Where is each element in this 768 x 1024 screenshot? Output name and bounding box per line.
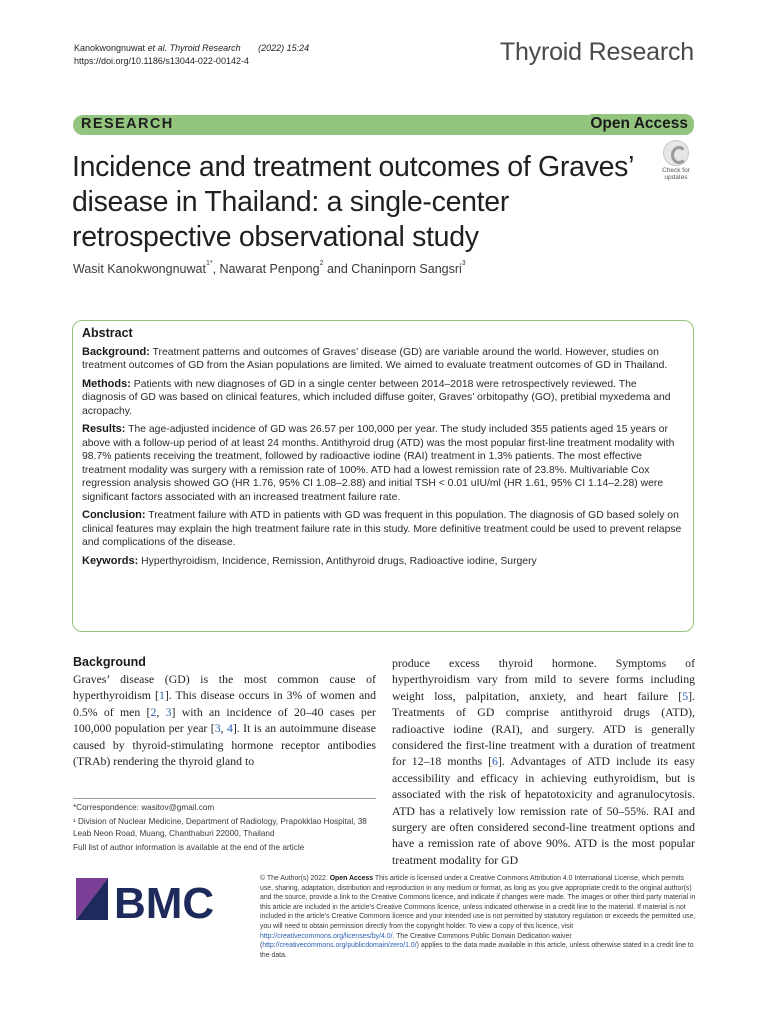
author-name[interactable]: and Chaninporn Sangsri: [323, 262, 462, 276]
author-affiliation-mark: 2: [319, 260, 324, 267]
affiliation-note: ¹ Division of Nuclear Medicine, Department of Radiology, Prapokklao Hospital, 38 Leab Neon Road, Muang, Chanthaburi 22000, Thailand: [73, 817, 367, 838]
abstract-heading: Abstract: [82, 326, 133, 340]
author-affiliation-mark: 3: [461, 260, 466, 267]
license-span: ) applies to the data made available in this article, unless otherwise stated in a credit line to the data.: [260, 942, 694, 959]
abstract-methods: [82, 378, 682, 419]
citation-ref[interactable]: 3: [214, 721, 221, 736]
check-updates-icon: [663, 140, 689, 166]
body-text-span: ]. Treatments of GD comprise antithyroid drugs (ATD), radioactive iodine (RAI), and surgery. ATD is generally considered the first-line treatment with a duration of treatment for 12–18 months [: [392, 688, 695, 769]
footnotes: [73, 798, 376, 856]
citation-ref[interactable]: 5: [682, 688, 689, 703]
body-paragraph: [392, 655, 695, 868]
abstract-results-text: The age-adjusted incidence of GD was 26.57 per 100,000 per year. The study included 355 patients aged 15 years or above with a follow-up period of at least 24 months. Antithyroid drug (ATD) was the most popular first-line treatment modality with 98.7% patients receiving the treatment, followed by radioactive iodine (RAI) treatment in 1.3% patients. The most effective treatment modality was surgery with a remission rate of 100%. ATD had a lowest remission rate of 23.8%. Multivariable Cox regression analysis showed GO (HR 1.76, 95% CI 1.08–2.88) and initial TSH < 0.01 uIU/ml (HR 1.61, 95% CI 1.14–2.28) were significant factors associated with an increased treatment failure rate.: [82, 424, 675, 503]
body-text-span: ,: [156, 704, 166, 719]
body-text-span: ]. This disease occurs in 3% of women and 0.5% of men [: [73, 688, 377, 719]
abstract-content: [82, 327, 682, 573]
check-updates-label: Check for updates: [662, 167, 690, 181]
abstract-keywords-label: Keywords:: [82, 554, 139, 567]
author-name[interactable]: Wasit Kanokwongnuwat: [73, 262, 206, 276]
check-for-updates-button[interactable]: [655, 140, 697, 182]
body-column-left: [73, 655, 376, 769]
author-name[interactable]: , Nawarat Penpong: [212, 262, 320, 276]
abstract-keywords-text: Hyperthyroidism, Incidence, Remission, Antithyroid drugs, Radioactive iodine, Surgery: [138, 555, 537, 567]
abstract-background: [82, 346, 682, 373]
abstract-methods-text: Patients with new diagnoses of GD in a single center between 2014–2018 were retrospectively reviewed. The diagnosis of GD was based on clinical features, which included diffuse goiter, Graves’ orbitopathy (GO), pretibial myxedema and acropachy.: [82, 378, 671, 417]
author-info-note: Full list of author information is available at the end of the article: [73, 842, 305, 852]
section-label: RESEARCH: [81, 116, 174, 132]
body-text-span: ] with an incidence of 20–40 cases per 100,000 population per year [: [73, 704, 376, 736]
license-open-access: Open Access: [329, 875, 374, 882]
abstract-conclusion-text: Treatment failure with ATD in patients with GD was frequent in this population. The diagnosis of GD based solely on clinical features may explain the high treatment failure rate in this study. More definitive treatment could be used to prevent relapse and complications of the disease.: [82, 510, 682, 548]
citation-line: [74, 42, 309, 55]
bmc-logo-text: BMC: [114, 879, 215, 926]
body-text-span: Graves’ disease (GD) is the most common cause of hyperthyroidism [: [73, 672, 376, 703]
abstract-methods-label: Methods:: [82, 377, 131, 390]
license-span: © The Author(s) 2022.: [260, 875, 330, 882]
abstract-background-text: Treatment patterns and outcomes of Graves’ disease (GD) are variable around the world. However, studies on treatment outcomes of GD from the Asian populations are limited. We aimed to evaluate treatment outcomes of GD in Thailand.: [82, 346, 668, 371]
body-text-span: ]. Advantages of ATD include its easy accessibility and efficacy in achieving euthyroidism, but is associated with the risk of hepatotoxicity and agranulocytosis. ATD has a relatively low remission rate of 50–55%. RAI and surgery are often considered second-line treatment options and have a remission rate of above 90%. ATD is the most popular treatment modality for GD: [392, 754, 696, 867]
body-paragraph: [73, 671, 376, 769]
citation-year: (2022) 15:24: [258, 43, 310, 53]
abstract-results-label: Results:: [82, 423, 126, 435]
author-affiliation-mark: 1*: [205, 260, 213, 267]
abstract-box: [72, 320, 694, 632]
license-text: [260, 874, 696, 960]
citation-ref[interactable]: 4: [226, 721, 233, 736]
citation-ref[interactable]: 2: [150, 704, 157, 719]
journal-name: Thyroid Research: [499, 38, 694, 66]
body-text-span: produce excess thyroid hormone. Symptoms of hyperthyroidism vary from mild to severe forms including weight loss, palpitation, anxiety, and heart failure [: [392, 656, 695, 703]
citation-authors: Kanokwongnuwat: [74, 43, 148, 53]
license-span: . The Creative Commons Public Domain Dedication waiver (: [260, 932, 572, 950]
abstract-results: [82, 423, 682, 504]
author-list: [73, 262, 466, 276]
abstract-background-label: Background:: [82, 345, 150, 358]
abstract-conclusion: [82, 509, 682, 550]
citation-journal: et al. Thyroid Research: [147, 43, 241, 53]
citation-header: [74, 42, 309, 68]
body-text-span: ]. It is an autoimmune disease caused by thyroid-stimulating hormone receptor antibodies (TRAb) rendering the thyroid gland to: [73, 721, 377, 769]
section-heading: Background: [73, 655, 146, 669]
body-text-span: ,: [220, 721, 227, 736]
open-access-badge: Open Access: [584, 114, 694, 135]
doi-link[interactable]: https://doi.org/10.1186/s13044-022-00142-4: [74, 56, 249, 66]
body-column-right: [392, 655, 695, 868]
bmc-logo: [76, 874, 216, 926]
article-title: Incidence and treatment outcomes of Graves’ disease in Thailand: a single-center retrospective observational study: [72, 151, 634, 253]
license-span: This article is licensed under a Creative Commons Attribution 4.0 International License, which permits use, sharing, adaptation, distribution and reproduction in any medium or format, as long as you give appropriate credit to the original author(s) and the source, provide a link to the Creative Commons licence, and indicate if changes were made. The images or other third party material in this article are included in the article’s Creative Commons licence, unless indicated otherwise in a credit line to the material. If material is not included in the article’s Creative Commons licence and your intended use is not permitted by statutory regulation or exceeds the permitted use, you will need to obtain permission directly from the copyright holder. To view a copy of this licence, visit: [260, 875, 696, 930]
correspondence-note: *Correspondence: wasitov@gmail.com: [73, 803, 215, 812]
citation-ref[interactable]: 6: [492, 754, 498, 769]
license-link[interactable]: http://creativecommons.org/publicdomain/zero/1.0/: [262, 942, 417, 950]
license-link[interactable]: http://creativecommons.org/licenses/by/4.0/: [260, 932, 393, 940]
abstract-conclusion-label: Conclusion:: [82, 509, 146, 521]
citation-ref[interactable]: 1: [158, 688, 165, 703]
citation-ref[interactable]: 3: [165, 704, 172, 719]
abstract-keywords: [82, 555, 682, 569]
